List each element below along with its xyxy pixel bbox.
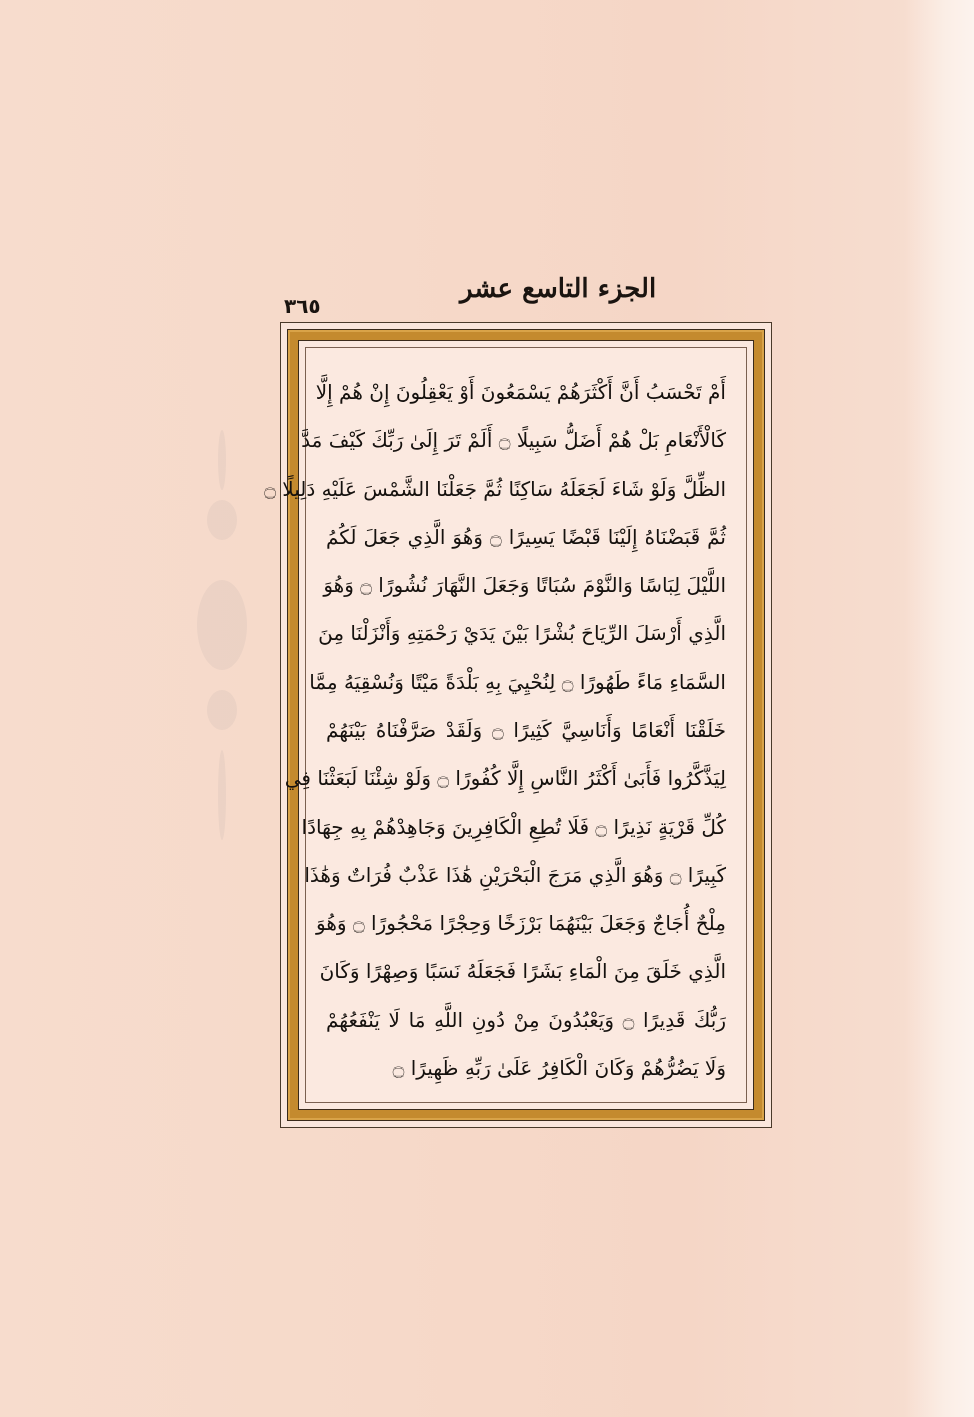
inner-border: [264, 340, 754, 1110]
verse-line-6: الَّذِي أَرْسَلَ الرِّيَاحَ بُشْرًا بَيْنَ يَدَيْ رَحْمَتِهِ وَأَنْزَلْنَا مِنَ: [318, 621, 726, 646]
bleed-through-ornament: [196, 430, 248, 850]
verse-line-15: وَلَا يَضُرُّهُمْ وَكَانَ الْكَافِرُ عَلَىٰ رَبِّهِ ظَهِيرًا ۝: [392, 1055, 726, 1080]
verse-line-14: رَبُّكَ قَدِيرًا ۝ وَيَعْبُدُونَ مِنْ دُونِ اللَّهِ مَا لَا يَنْفَعُهُمْ: [326, 1007, 727, 1032]
verse-line-2: كَالْأَنْعَامِ بَلْ هُمْ أَضَلُّ سَبِيلًا ۝ أَلَمْ تَرَ إِلَىٰ رَبِّكَ كَيْفَ مَدَّ: [301, 428, 726, 453]
juz-title: الجزء التاسع عشر: [460, 274, 657, 304]
gold-border: [264, 329, 765, 1121]
verse-line-12: مِلْحٌ أُجَاجٌ وَجَعَلَ بَيْنَهُمَا بَرْزَخًا وَحِجْرًا مَحْجُورًا ۝ وَهُوَ: [316, 911, 726, 936]
verse-line-5: اللَّيْلَ لِبَاسًا وَالنَّوْمَ سُبَاتًا وَجَعَلَ النَّهَارَ نُشُورًا ۝ وَهُوَ: [323, 573, 726, 598]
verse-line-3: الظِّلَّ وَلَوْ شَاءَ لَجَعَلَهُ سَاكِنًا ثُمَّ جَعَلْنَا الشَّمْسَ عَلَيْهِ دَلِيلًا ۝: [264, 476, 726, 501]
verse-line-10: كُلِّ قَرْيَةٍ نَذِيرًا ۝ فَلَا تُطِعِ الْكَافِرِينَ وَجَاهِدْهُمْ بِهِ جِهَادًا: [301, 814, 726, 839]
verse-line-4: ثُمَّ قَبَضْنَاهُ إِلَيْنَا قَبْضًا يَسِيرًا ۝ وَهُوَ الَّذِي جَعَلَ لَكُمُ: [326, 524, 727, 549]
page-header: [280, 270, 770, 320]
verse-line-13: الَّذِي خَلَقَ مِنَ الْمَاءِ بَشَرًا فَجَعَلَهُ نَسَبًا وَصِهْرًا وَكَانَ: [319, 959, 726, 984]
verse-line-7: السَّمَاءِ مَاءً طَهُورًا ۝ لِنُحْيِيَ بِهِ بَلْدَةً مَيْتًا وَنُسْقِيَهُ مِمَّا: [309, 669, 726, 694]
page-edge: [904, 0, 974, 1417]
ornamental-frame: [264, 322, 772, 1128]
verse-line-8: خَلَقْنَا أَنْعَامًا وَأَنَاسِيَّ كَثِيرًا ۝ وَلَقَدْ صَرَّفْنَاهُ بَيْنَهُمْ: [326, 717, 726, 742]
verse-line-9: لِيَذَّكَّرُوا فَأَبَىٰ أَكْثَرُ النَّاسِ إِلَّا كُفُورًا ۝ وَلَوْ شِئْنَا لَبَعَثْنَا فِي: [284, 766, 726, 791]
text-block: [264, 347, 747, 1103]
verse-line-11: كَبِيرًا ۝ وَهُوَ الَّذِي مَرَجَ الْبَحْرَيْنِ هَٰذَا عَذْبٌ فُرَاتٌ وَهَٰذَا: [304, 862, 726, 887]
page-number: ٣٦٥: [284, 294, 321, 318]
verse-line-1: أَمْ تَحْسَبُ أَنَّ أَكْثَرَهُمْ يَسْمَعُونَ أَوْ يَعْقِلُونَ إِنْ هُمْ إِلَّا: [315, 380, 726, 404]
